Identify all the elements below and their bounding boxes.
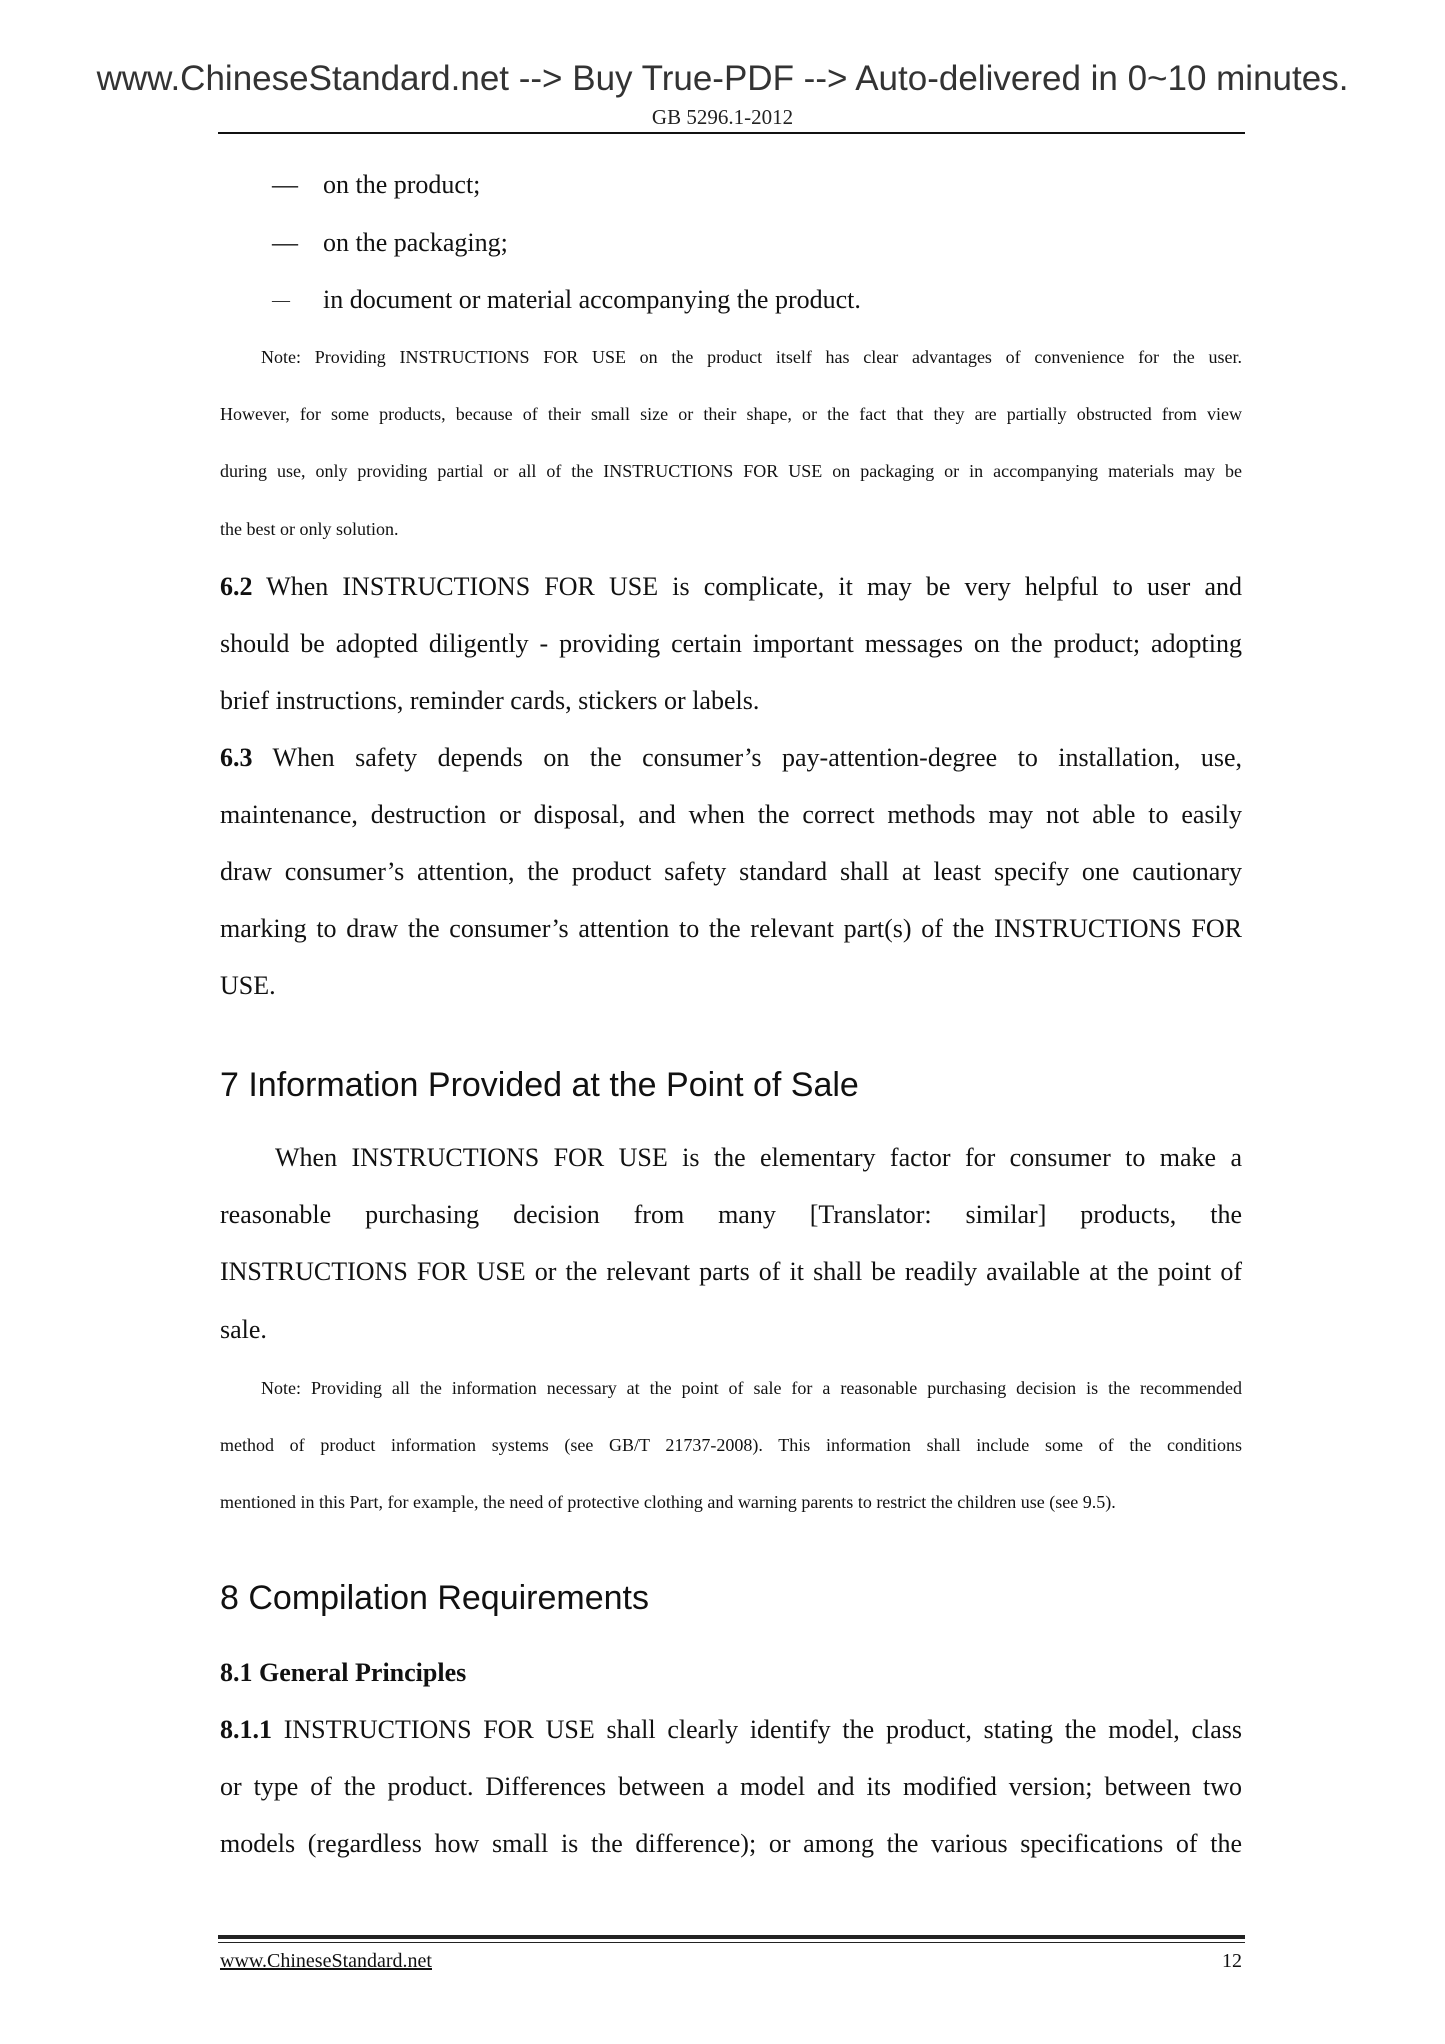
section-8-heading: 8 Compilation Requirements (220, 1579, 649, 1617)
section-7-note-line: mentioned in this Part, for example, the need of protective clothing and warning parents to restrict the children use (see 9.5). (220, 1492, 1116, 1512)
top-banner[interactable]: www.ChineseStandard.net --> Buy True-PDF --> Auto-delivered in 0~10 minutes. (96, 59, 1349, 98)
clause-text: INSTRUCTIONS FOR USE shall clearly identify the product, stating the model, class (283, 1715, 1242, 1744)
header-divider (218, 132, 1245, 134)
clause-6-2-line: should be adopted diligently - providing certain important messages on the product; adopting (220, 629, 1242, 658)
footer-divider-thin (218, 1942, 1245, 1943)
standard-code: GB 5296.1-2012 (651, 105, 794, 129)
clause-8-1-1-line: models (regardless how small is the difference); or among the various specifications of the (220, 1829, 1242, 1858)
section-7-line: sale. (220, 1315, 267, 1344)
dash-bullet: — (272, 170, 298, 199)
section-7-line: INSTRUCTIONS FOR USE or the relevant parts of it shall be readily available at the point of (220, 1257, 1242, 1286)
section-7-line: When INSTRUCTIONS FOR USE is the elementary factor for consumer to make a (275, 1143, 1242, 1172)
clause-6-2-line: brief instructions, reminder cards, stickers or labels. (220, 686, 760, 715)
section-8-1-heading: 8.1 General Principles (220, 1658, 467, 1687)
clause-text: When safety depends on the consumer’s pay-attention-degree to installation, use, (272, 743, 1243, 772)
section-7-note-line: Note: Providing all the information necessary at the point of sale for a reasonable purchasing decision is the recommended (261, 1378, 1242, 1398)
list-item-text: in document or material accompanying the product. (323, 285, 861, 314)
clause-text: When INSTRUCTIONS FOR USE is complicate, it may be very helpful to user and (266, 572, 1243, 601)
clause-number: 6.3 (220, 743, 253, 772)
clause-6-3-line (220, 741, 1242, 775)
page-number: 12 (1222, 1950, 1242, 1972)
clause-8-1-1-line (220, 1713, 1242, 1747)
clause-6-3-line: draw consumer’s attention, the product safety standard shall at least specify one cautionary (220, 857, 1242, 886)
clause-number: 8.1.1 (220, 1715, 272, 1744)
section-7-heading: 7 Information Provided at the Point of Sale (220, 1066, 859, 1104)
note-line: the best or only solution. (220, 519, 399, 539)
section-7-note-line: method of product information systems (see GB/T 21737-2008). This information shall include some of the conditions (220, 1435, 1242, 1455)
clause-6-3-line: maintenance, destruction or disposal, and when the correct methods may not able to easily (220, 800, 1242, 829)
clause-8-1-1-line: or type of the product. Differences between a model and its modified version; between two (220, 1772, 1242, 1801)
clause-6-2-line (220, 570, 1242, 604)
clause-number: 6.2 (220, 572, 253, 601)
note-line: Note: Providing INSTRUCTIONS FOR USE on the product itself has clear advantages of convenience for the user. (261, 347, 1242, 367)
footer-divider (218, 1935, 1245, 1939)
dash-bullet: — (272, 228, 298, 257)
clause-6-3-line: marking to draw the consumer’s attention to the relevant part(s) of the INSTRUCTIONS FOR (220, 914, 1242, 943)
footer-website-link[interactable]: www.ChineseStandard.net (220, 1950, 432, 1972)
note-line: However, for some products, because of their small size or their shape, or the fact that they are partially obstructed from view (220, 404, 1242, 424)
list-item-text: on the packaging; (323, 228, 508, 257)
clause-6-3-line: USE. (220, 971, 276, 1000)
list-item-text: on the product; (323, 170, 481, 199)
dash-bullet: — (272, 290, 290, 310)
note-line: during use, only providing partial or all of the INSTRUCTIONS FOR USE on packaging or in accompanying materials may be (220, 461, 1242, 481)
section-7-line: reasonable purchasing decision from many [Translator: similar] products, the (220, 1200, 1242, 1229)
